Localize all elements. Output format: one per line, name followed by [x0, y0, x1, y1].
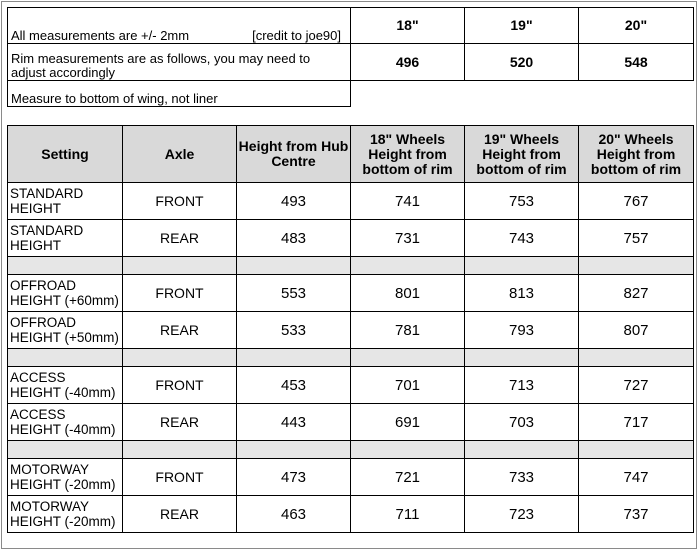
header-19-wheels: 19" Wheels Height from bottom of rim [465, 126, 579, 183]
table-header-row [8, 126, 694, 183]
tolerance-text: All measurements are +/- 2mm [11, 28, 190, 43]
wheel-19-cell: 743 [465, 220, 579, 257]
hub-height-cell: 533 [237, 312, 351, 349]
wheel-19-cell: 723 [465, 496, 579, 533]
wheel-20-cell: 807 [579, 312, 694, 349]
wheel-20-cell: 747 [579, 459, 694, 496]
header-20-wheels: 20" Wheels Height from bottom of rim [579, 126, 694, 183]
rim-size-20: 20" [579, 8, 694, 44]
setting-cell: ACCESS HEIGHT (-40mm) [8, 404, 123, 441]
rim-value-20: 548 [579, 44, 694, 81]
wheel-18-cell: 711 [351, 496, 465, 533]
hub-height-cell: 473 [237, 459, 351, 496]
table-row [8, 404, 694, 441]
credit-text: [credit to joe90] [252, 28, 341, 43]
table-row [8, 220, 694, 257]
notes-row-tolerance [8, 8, 694, 44]
wheel-19-cell: 703 [465, 404, 579, 441]
axle-cell: REAR [123, 404, 237, 441]
table-row [8, 459, 694, 496]
spacer-row [8, 257, 694, 275]
measure-note: Measure to bottom of wing, not liner [8, 81, 351, 107]
axle-cell: FRONT [123, 459, 237, 496]
wheel-18-cell: 721 [351, 459, 465, 496]
wheel-18-cell: 701 [351, 367, 465, 404]
ride-height-table [7, 125, 694, 533]
setting-cell: STANDARD HEIGHT [8, 220, 123, 257]
wheel-18-cell: 801 [351, 275, 465, 312]
wheel-20-cell: 727 [579, 367, 694, 404]
axle-cell: REAR [123, 220, 237, 257]
hub-height-cell: 483 [237, 220, 351, 257]
wheel-18-cell: 741 [351, 183, 465, 220]
spacer-row [8, 349, 694, 367]
header-18-wheels: 18" Wheels Height from bottom of rim [351, 126, 465, 183]
axle-cell: FRONT [123, 183, 237, 220]
notes-row-measure [8, 81, 694, 107]
hub-height-cell: 453 [237, 367, 351, 404]
wheel-18-cell: 691 [351, 404, 465, 441]
wheel-20-cell: 827 [579, 275, 694, 312]
hub-height-cell: 463 [237, 496, 351, 533]
wheel-19-cell: 753 [465, 183, 579, 220]
axle-cell: FRONT [123, 275, 237, 312]
wheel-18-cell: 781 [351, 312, 465, 349]
table-row [8, 183, 694, 220]
measurement-notes-table [7, 7, 694, 107]
axle-cell: REAR [123, 312, 237, 349]
axle-cell: FRONT [123, 367, 237, 404]
setting-cell: MOTORWAY HEIGHT (-20mm) [8, 459, 123, 496]
wheel-20-cell: 717 [579, 404, 694, 441]
header-axle: Axle [123, 126, 237, 183]
setting-cell: OFFROAD HEIGHT (+50mm) [8, 312, 123, 349]
wheel-19-cell: 713 [465, 367, 579, 404]
wheel-20-cell: 737 [579, 496, 694, 533]
setting-cell: ACCESS HEIGHT (-40mm) [8, 367, 123, 404]
table-row [8, 367, 694, 404]
setting-cell: OFFROAD HEIGHT (+60mm) [8, 275, 123, 312]
setting-cell: STANDARD HEIGHT [8, 183, 123, 220]
tolerance-note [8, 8, 351, 44]
rim-note: Rim measurements are as follows, you may need to adjust accordingly [8, 44, 351, 81]
wheel-18-cell: 731 [351, 220, 465, 257]
header-hub-height: Height from Hub Centre [237, 126, 351, 183]
setting-cell: MOTORWAY HEIGHT (-20mm) [8, 496, 123, 533]
wheel-19-cell: 813 [465, 275, 579, 312]
table-row [8, 496, 694, 533]
notes-row-rim [8, 44, 694, 81]
table-row [8, 275, 694, 312]
rim-size-18: 18" [351, 8, 465, 44]
hub-height-cell: 443 [237, 404, 351, 441]
hub-height-cell: 553 [237, 275, 351, 312]
hub-height-cell: 493 [237, 183, 351, 220]
wheel-19-cell: 793 [465, 312, 579, 349]
rim-value-19: 520 [465, 44, 579, 81]
axle-cell: REAR [123, 496, 237, 533]
header-setting: Setting [8, 126, 123, 183]
wheel-19-cell: 733 [465, 459, 579, 496]
spacer-row [8, 441, 694, 459]
wheel-20-cell: 757 [579, 220, 694, 257]
wheel-20-cell: 767 [579, 183, 694, 220]
rim-value-18: 496 [351, 44, 465, 81]
table-row [8, 312, 694, 349]
rim-size-19: 19" [465, 8, 579, 44]
